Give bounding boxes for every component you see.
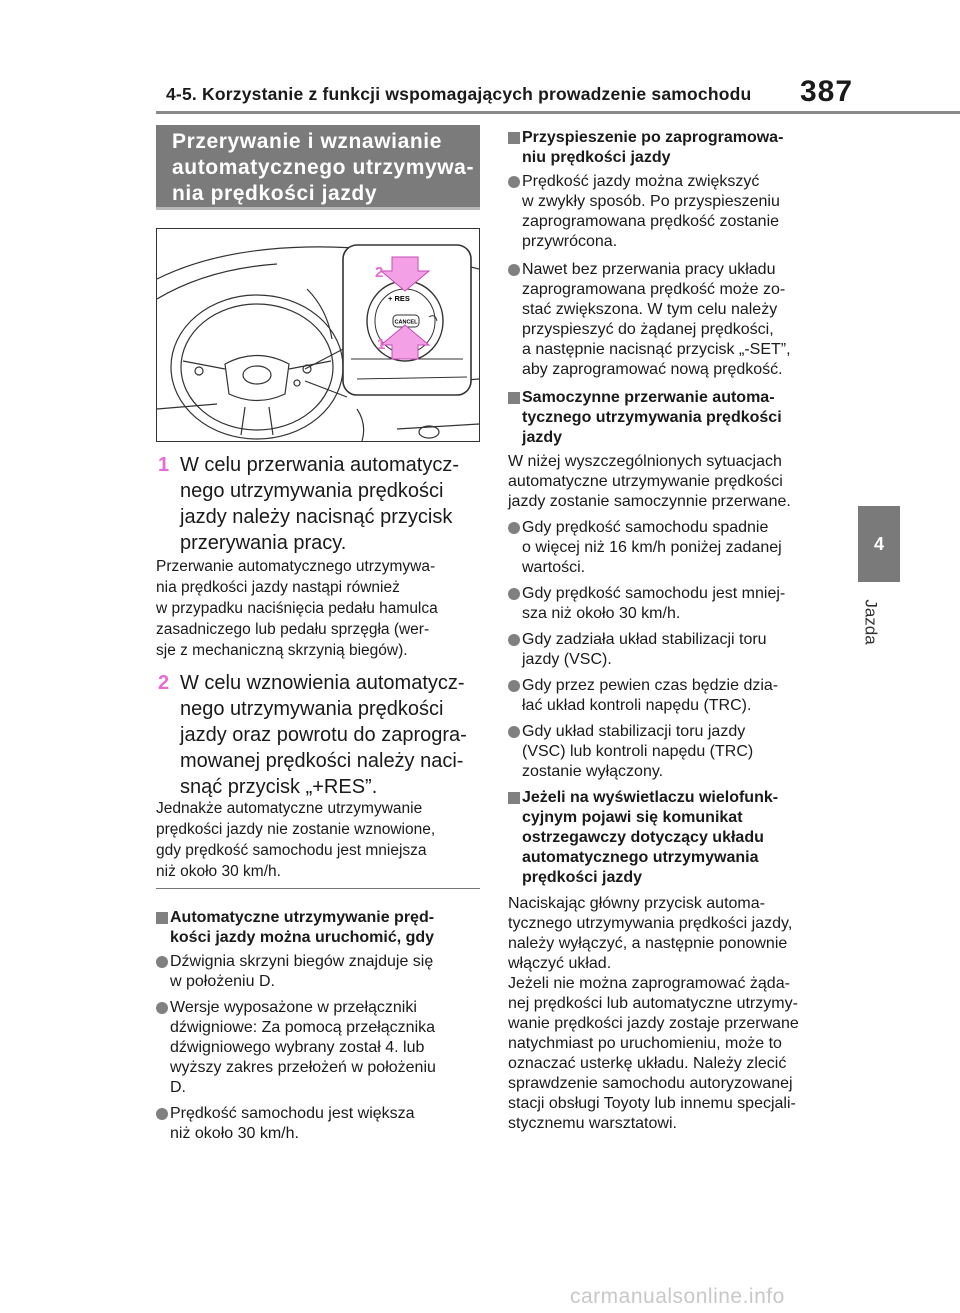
- list-item-text: Prędkość jazdy można zwiększyć w zwykły sposób. Po przyspieszeniu zaprogramowana prędkość zostanie przywrócona.: [522, 173, 780, 250]
- step-1-number: 1: [158, 454, 170, 476]
- callout-2: 2: [375, 264, 384, 281]
- running-header: 4-5. Korzystanie z funkcji wspomagających prowadzenie samochodu: [166, 84, 752, 104]
- square-bullet-icon: [508, 792, 520, 804]
- bullet-icon: [508, 176, 520, 188]
- warning-message-body: Naciskając główny przycisk automa- tycznego utrzymywania prędkości jazdy, należy wyłączyć, a następnie ponownie włączyć układ. Jeżeli nie można zaprogramować żąda- nej prędkości lub automatyczne utrzymy- wanie prędkości jazdy zostaje przerwane natychmiast po uruchomieniu, może to oznaczać usterkę układu. Należy zlecić sprawdzenie samochodu autoryzowanej stacji obsługi Toyoty lub innemu specjali- stycznemu warsztatowi.: [508, 895, 799, 1132]
- list-item-text: Gdy układ stabilizacji toru jazdy (VSC) lub kontroli napędu (TRC) zostanie wyłączony.: [522, 723, 754, 780]
- heading-warning-message-text: Jeżeli na wyświetlaczu wielofunk- cyjnym pojawi się komunikat ostrzegawczy dotyczący układu automatycznego utrzymywania prędkości jazdy: [522, 789, 779, 886]
- bullet-icon: [508, 634, 520, 646]
- square-bullet-icon: [508, 132, 520, 144]
- callout-1: 1: [377, 336, 386, 353]
- note-2: Jednakże automatyczne utrzymywanie prędkości jazdy nie zostanie wznowione, gdy prędkość samochodu jest mniejsza niż około 30 km/h.: [156, 800, 436, 880]
- section-title: Przerywanie i wznawianie automatycznego utrzymywa- nia prędkości jazdy: [172, 130, 475, 205]
- step-2-text: W celu wznowienia automatycz- nego utrzymywania prędkości jazdy oraz powrotu do zaprogra- mowanej prędkości należy naci- snąć przycisk „+RES”.: [180, 672, 467, 798]
- section-separator: [156, 888, 480, 889]
- bullet-icon: [156, 956, 168, 968]
- list-item-text: Nawet bez przerwania pracy układu zaprogramowana prędkość może zo- stać zwiększona. W tym celu należy przyspieszyć do żądanej prędkości, a następnie nacisnąć przycisk „-SET”, aby zaprogramować nową prędkość.: [522, 261, 791, 378]
- page-number: 387: [800, 75, 854, 108]
- list-item-text: Dźwignia skrzyni biegów znajduje się w położeniu D.: [170, 953, 434, 990]
- steering-wheel-illustration: [156, 228, 480, 442]
- step-1: [158, 452, 480, 562]
- chapter-number: 4: [873, 533, 884, 554]
- bullet-icon: [156, 1108, 168, 1120]
- step-1-text: W celu przerwania automatycz- nego utrzymywania prędkości jazdy należy nacisnąć przycisk przerywania pracy.: [180, 454, 459, 554]
- res-button-label: + RES: [388, 294, 410, 303]
- list-item-text: Gdy przez pewien czas będzie dzia- łać układ kontroli napędu (TRC).: [522, 677, 779, 714]
- heading-activation-text: Automatyczne utrzymywanie pręd- kości jazdy można uruchomić, gdy: [170, 909, 435, 946]
- bullet-icon: [508, 264, 520, 276]
- chapter-tab: [858, 506, 900, 582]
- chapter-label-text: Jazda: [861, 599, 881, 645]
- step-2: [158, 670, 480, 806]
- bullet-icon: [156, 1002, 168, 1014]
- bullet-icon: [508, 522, 520, 534]
- heading-acceleration-text: Przyspieszenie po zaprogramowa- niu prędkości jazdy: [522, 129, 784, 166]
- cancel-button-label: CANCEL: [394, 319, 418, 326]
- list-item-text: Prędkość samochodu jest większa niż około 30 km/h.: [170, 1105, 415, 1142]
- list-item-text: Gdy zadziała układ stabilizacji toru jazdy (VSC).: [522, 631, 767, 668]
- square-bullet-icon: [508, 392, 520, 404]
- section-title-box: [156, 125, 480, 210]
- watermark: carmanualsonline.info: [570, 1285, 785, 1308]
- step-2-number: 2: [158, 672, 170, 694]
- bullet-icon: [508, 726, 520, 738]
- auto-cancel-intro: W niżej wyszczególnionych sytuacjach automatyczne utrzymywanie prędkości jazdy zostanie samoczynnie przerwane.: [508, 453, 791, 510]
- header-rule: [156, 111, 960, 114]
- bullet-icon: [508, 680, 520, 692]
- heading-auto-cancel-text: Samoczynne przerwanie automa- tycznego utrzymywania prędkości jazdy: [522, 389, 782, 446]
- steering-wheel-drawing: [157, 229, 479, 441]
- chapter-label: [862, 592, 896, 652]
- note-1: Przerwanie automatycznego utrzymywa- nia prędkości jazdy nastąpi również w przypadku naciśnięcia pedału hamulca zasadniczego lub pedału sprzęgła (wer- sje z mechaniczną skrzynią biegów).: [156, 558, 438, 659]
- list-item-text: Gdy prędkość samochodu jest mniej- sza niż około 30 km/h.: [522, 585, 786, 622]
- list-item-text: Gdy prędkość samochodu spadnie o więcej niż 16 km/h poniżej zadanej wartości.: [522, 519, 782, 576]
- bullet-icon: [508, 588, 520, 600]
- square-bullet-icon: [156, 912, 168, 924]
- list-item-text: Wersje wyposażone w przełączniki dźwigniowe: Za pomocą przełącznika dźwigniowego wybrany został 4. lub wyższy zakres przełożeń w położeniu D.: [170, 999, 436, 1096]
